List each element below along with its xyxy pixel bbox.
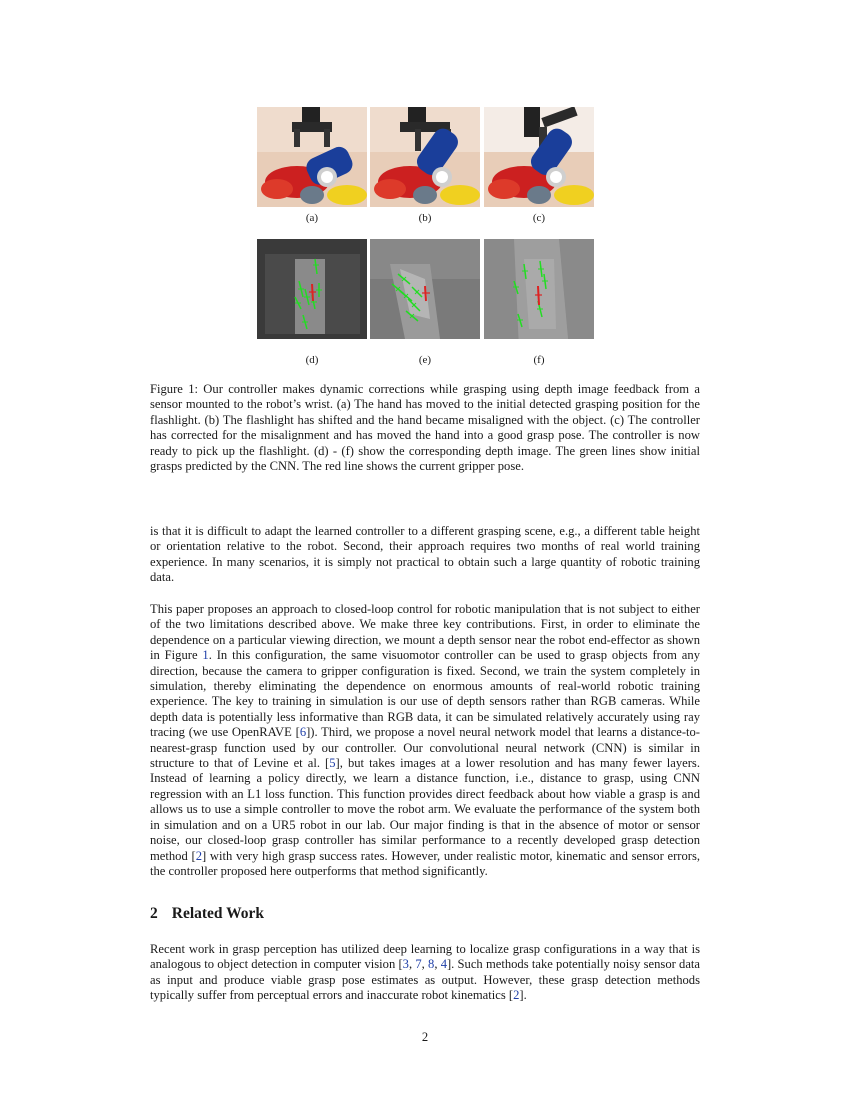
paragraph-2-text: ]). Third, we propose a novel neural network model that learns a distance-to-nearest-grasp function used by our controller. Our convolutional neural network (CNN) is similar in structure to that of Levine et al. [ [150, 725, 701, 771]
citation-link[interactable]: 2 [513, 988, 520, 1003]
paragraph-3 [150, 942, 700, 1004]
paragraph-3-text: ]. Such methods take potentially noisy sensor data as input and produce viable grasp pose estimates as output. However, these grasp detection methods typically suffer from perceptual errors and inaccurate robot kinematics [ [150, 957, 701, 1003]
subcaption-a: (a) [305, 212, 319, 224]
paragraph-1: is that it is difficult to adapt the learned controller to a different grasping scene, e.g., a different table height or orientation relative to the robot. Second, their approach requires two months of real world training experience. In many scenarios, it is simply not practical to obtain such a large quantity of robotic training data. [150, 524, 700, 585]
photo-panel-b [370, 107, 480, 207]
citation-link[interactable]: 5 [329, 756, 336, 771]
paragraph-2-text: . In this configuration, the same visuomotor controller can be used to grasp objects from any direction, because the camera to gripper configuration is fixed. Second, we train the system completely in simulation, thereby eliminating the dependence on enormous amounts of real-world robotic training experience. The key to training in simulation is our use of depth sensors rather than RGB cameras. While depth data is potentially less informative than RGB data, it can be simulated relatively accurately using ray tracing (we use OpenRAVE [ [150, 648, 700, 740]
citation-separator: , [408, 957, 416, 972]
subcaption-e: (e) [418, 354, 432, 366]
section-number: 2 [150, 905, 158, 922]
page-number: 2 [421, 1030, 429, 1044]
figure-caption: Figure 1: Our controller makes dynamic corrections while grasping using depth image feedback from a sensor mounted to the robot’s wrist. (a) The hand has moved to the initial detected grasping position for the flashlight. (b) The flashlight has shifted and the hand became misaligned with the object. (c) The controller has corrected for the misalignment and has moved the hand into a good grasp pose. The controller is now ready to pick up the flashlight. (d) - (f) show the corresponding depth image. The green lines show initial grasps predicted by the CNN. The red line shows the current gripper pose. [150, 382, 700, 474]
citation-link[interactable]: 4 [440, 957, 447, 972]
photo-panel-c [484, 107, 594, 207]
citation-separator: , [434, 957, 441, 972]
subcaption-b: (b) [418, 212, 432, 224]
photo-panel-a [257, 107, 367, 207]
citation-link[interactable]: 3 [402, 957, 409, 972]
citation-link[interactable]: 8 [428, 957, 435, 972]
subcaption-c: (c) [532, 212, 546, 224]
depth-panel-f [484, 239, 594, 339]
depth-panel-d [257, 239, 367, 339]
depth-panel-e [370, 239, 480, 339]
citation-link[interactable]: 7 [415, 957, 422, 972]
paragraph-2-text: ] with very high grasp success rates. However, under realistic motor, kinematic and sensor errors, the controller proposed here outperforms that method significantly. [150, 848, 700, 878]
subcaption-f: (f) [533, 354, 545, 366]
citation-link[interactable]: 6 [299, 725, 307, 740]
paragraph-3-text: Recent work in grasp perception has utilized deep learning to localize grasp configurations in a way that is analogous to object detection in computer vision [ [150, 942, 700, 972]
citation-separator: , [421, 957, 429, 972]
paragraph-2 [150, 602, 700, 879]
citation-link[interactable]: 1 [202, 648, 209, 663]
paragraph-2-text: This paper proposes an approach to closed-loop control for robotic manipulation that is not subject to either of the two limitations described above. We make three key contributions. First, in order to eliminate the dependence on a particular viewing direction, we mount a depth sensor near the robot end-effector as shown in Figure [150, 602, 700, 663]
section-heading [150, 905, 264, 923]
paragraph-2-text: ], but takes images at a lower resolution and has many fewer layers. Instead of learning a policy directly, we learn a distance function, i.e., distance to grasp, using CNN regression with an L1 loss function. This function provides direct feedback about how viable a grasp is and allows us to use a simple controller to move the robot arm. We evaluate the performance of the system both in simulation and on a UR5 robot in our lab. Our major finding is that in the absence of motor or sensor noise, our closed-loop grasp controller has similar performance to a recently developed grasp detection method [ [150, 756, 700, 863]
subcaption-d: (d) [305, 354, 319, 366]
citation-link[interactable]: 2 [195, 848, 202, 863]
section-title: Related Work [171, 905, 265, 922]
paragraph-3-text: ]. [519, 988, 527, 1003]
